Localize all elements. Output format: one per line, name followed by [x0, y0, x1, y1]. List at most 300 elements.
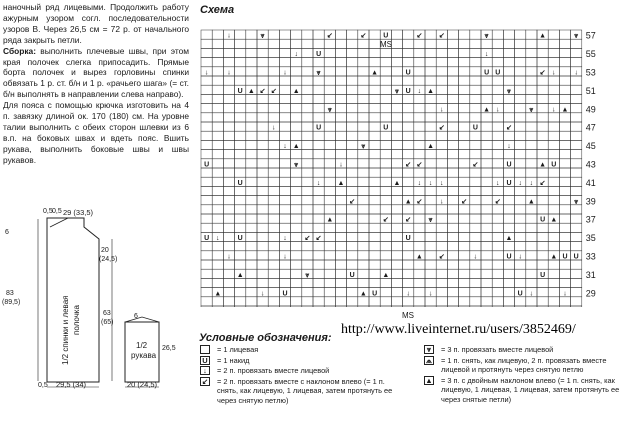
chart-cell: [571, 260, 582, 269]
chart-cell: [257, 76, 268, 85]
chart-cell: [223, 306, 234, 307]
chart-cell: [436, 278, 447, 287]
chart-cell: [559, 30, 570, 39]
chart-cell: [279, 131, 290, 140]
chart-cell: [459, 297, 470, 306]
chart-cell: [201, 104, 212, 113]
chart-cell: [302, 260, 313, 269]
chart-cell: [492, 113, 503, 122]
chart-cell: [235, 251, 246, 260]
chart-cell: [503, 278, 514, 287]
chart-symbol: U: [237, 179, 243, 187]
row-number: 31: [585, 269, 596, 280]
chart-cell: [391, 214, 402, 223]
chart-cell: [369, 223, 380, 232]
chart-cell: [436, 150, 447, 159]
chart-cell: [369, 306, 380, 307]
chart-cell: [358, 214, 369, 223]
chart-cell: [324, 48, 335, 57]
chart-cell: [481, 278, 492, 287]
chart-cell: [470, 214, 481, 223]
chart-cell: [447, 113, 458, 122]
chart-cell: [223, 58, 234, 67]
chart-cell: [246, 269, 257, 278]
chart-cell: [369, 48, 380, 57]
chart-cell: [503, 297, 514, 306]
chart-cell: [347, 140, 358, 149]
chart-symbol: ↓: [484, 51, 489, 59]
chart-cell: [571, 113, 582, 122]
chart-cell: [335, 306, 346, 307]
chart-cell: [279, 297, 290, 306]
chart-cell: [302, 214, 313, 223]
chart-cell: [515, 122, 526, 131]
chart-symbol: ↓: [529, 290, 534, 298]
chart-cell: [414, 76, 425, 85]
chart-cell: [302, 251, 313, 260]
legend-item-double-decrease: ▲ = 3 п. с двойным наклоном влево (= 1 п. снять, как лицевую, 1 лицевая, 1 лицевая, затем протянуть ее через снятые петли): [425, 375, 620, 404]
chart-cell: [347, 113, 358, 122]
chart-cell: [515, 306, 526, 307]
chart-cell: [515, 278, 526, 287]
chart-cell: [481, 94, 492, 103]
chart-cell: [380, 76, 391, 85]
chart-cell: [470, 297, 481, 306]
chart-cell: [481, 186, 492, 195]
chart-cell: [201, 242, 212, 251]
dim-sleeve-length-alt: (65): [101, 319, 114, 326]
chart-cell: [559, 297, 570, 306]
chart-cell: [459, 223, 470, 232]
chart-cell: [347, 48, 358, 57]
chart-cell: [380, 297, 391, 306]
chart-cell: [559, 85, 570, 94]
chart-cell: [559, 122, 570, 131]
chart-cell: [302, 58, 313, 67]
chart-cell: [391, 140, 402, 149]
chart-cell: [436, 39, 447, 48]
chart-cell: [571, 131, 582, 140]
chart-cell: [358, 67, 369, 76]
chart-cell: [223, 168, 234, 177]
chart-cell: [559, 168, 570, 177]
chart-cell: [537, 288, 548, 297]
chart-cell: [548, 113, 559, 122]
chart-cell: [302, 48, 313, 57]
chart-cell: [380, 104, 391, 113]
chart-cell: [369, 150, 380, 159]
chart-cell: [223, 159, 234, 168]
chart-cell: [436, 232, 447, 241]
chart-cell: [503, 30, 514, 39]
chart-cell: [235, 39, 246, 48]
chart-cell: [436, 288, 447, 297]
chart-symbol: ▲: [371, 69, 379, 77]
chart-cell: [268, 260, 279, 269]
chart-cell: [279, 159, 290, 168]
chart-cell: [459, 159, 470, 168]
chart-cell: [503, 58, 514, 67]
chart-cell: [414, 122, 425, 131]
chart-symbol: ↓: [428, 290, 433, 298]
chart-cell: [257, 269, 268, 278]
chart-cell: [571, 269, 582, 278]
chart-cell: [571, 214, 582, 223]
chart-cell: [257, 113, 268, 122]
chart-cell: [212, 39, 223, 48]
chart-cell: [526, 232, 537, 241]
k2tog-icon: ↓: [200, 366, 210, 375]
chart-cell: [223, 223, 234, 232]
assembly-text: выполнить плечевые швы, при этом края полочек слегка припосадить. Прямые борта полочек и вырез горловины спинки обвязать 1 р. ст. б/н и 1 р. «рачьего шага» (= ст. б/н выполнять в направлении слева направо).: [3, 45, 189, 100]
chart-cell: [391, 186, 402, 195]
chart-cell: [481, 140, 492, 149]
chart-cell: [571, 58, 582, 67]
chart-cell: [436, 58, 447, 67]
chart-cell: [313, 306, 324, 307]
chart-cell: [436, 48, 447, 57]
chart-cell: [559, 131, 570, 140]
chart-cell: [459, 67, 470, 76]
chart-cell: [347, 223, 358, 232]
chart-cell: [291, 58, 302, 67]
chart-symbol: ↓: [417, 179, 422, 187]
chart-cell: [212, 186, 223, 195]
chart-symbol: ↙: [382, 216, 389, 224]
chart-cell: [571, 140, 582, 149]
chart-cell: [526, 205, 537, 214]
chart-cell: [391, 269, 402, 278]
chart-cell: [470, 269, 481, 278]
chart-cell: [223, 113, 234, 122]
chart-cell: [246, 104, 257, 113]
chart-cell: [268, 94, 279, 103]
row-number: 33: [585, 251, 596, 262]
dim-armhole: 20: [101, 247, 109, 254]
chart-cell: [470, 306, 481, 307]
chart-cell: [537, 150, 548, 159]
chart-cell: [380, 242, 391, 251]
chart-symbol: ↓: [283, 235, 287, 243]
chart-cell: [358, 58, 369, 67]
chart-symbol: ▲: [550, 216, 558, 224]
chart-cell: [302, 113, 313, 122]
chart-cell: [425, 48, 436, 57]
empty-square-icon: [200, 345, 210, 354]
chart-cell: [291, 251, 302, 260]
chart-cell: [291, 30, 302, 39]
chart-cell: [358, 113, 369, 122]
chart-cell: [503, 48, 514, 57]
chart-cell: [492, 186, 503, 195]
chart-symbol: ▲: [292, 87, 300, 95]
chart-cell: [391, 297, 402, 306]
chart-cell: [414, 278, 425, 287]
chart-cell: [291, 269, 302, 278]
chart-symbol: ↙: [360, 32, 367, 40]
chart-cell: [470, 39, 481, 48]
chart-cell: [324, 67, 335, 76]
chart-cell: [425, 306, 436, 307]
chart-cell: [459, 94, 470, 103]
chart-symbol: ↓: [204, 69, 209, 77]
chart-symbol: U: [204, 235, 210, 243]
chart-cell: [492, 39, 503, 48]
chart-cell: [548, 76, 559, 85]
chart-cell: [257, 94, 268, 103]
chart-cell: [492, 223, 503, 232]
chart-cell: [324, 159, 335, 168]
chart-cell: [268, 297, 279, 306]
chart-cell: [324, 58, 335, 67]
chart-cell: [391, 168, 402, 177]
chart-cell: [447, 177, 458, 186]
chart-cell: [212, 76, 223, 85]
chart-cell: [313, 214, 324, 223]
chart-cell: [436, 214, 447, 223]
chart-cell: [223, 150, 234, 159]
chart-cell: [246, 306, 257, 307]
chart-cell: [559, 113, 570, 122]
chart-cell: [470, 260, 481, 269]
chart-cell: [414, 306, 425, 307]
chart-cell: [347, 251, 358, 260]
chart-cell: [302, 150, 313, 159]
chart-cell: [526, 30, 537, 39]
chart-cell: [492, 48, 503, 57]
chart-symbol: ↓: [227, 253, 231, 261]
chart-cell: [223, 196, 234, 205]
chart-cell: [403, 251, 414, 260]
chart-symbol: ↙: [259, 87, 266, 95]
chart-cell: [548, 48, 559, 57]
chart-cell: [515, 168, 526, 177]
repeat-marker-top: MS: [380, 40, 392, 49]
chart-cell: [414, 39, 425, 48]
chart-symbol: ↙: [416, 198, 423, 206]
chart-cell: [279, 76, 290, 85]
chart-cell: [369, 76, 380, 85]
chart-cell: [302, 205, 313, 214]
chart-cell: [358, 85, 369, 94]
chart-cell: [481, 150, 492, 159]
chart-cell: [369, 251, 380, 260]
chart-cell: [380, 85, 391, 94]
chart-cell: [447, 260, 458, 269]
chart-cell: [548, 85, 559, 94]
chart-cell: [548, 177, 559, 186]
chart-cell: [447, 150, 458, 159]
chart-cell: [201, 251, 212, 260]
chart-cell: [425, 94, 436, 103]
chart-cell: [302, 186, 313, 195]
chart-cell: [257, 122, 268, 131]
chart-cell: [459, 269, 470, 278]
chart-cell: [526, 278, 537, 287]
chart-cell: [369, 205, 380, 214]
chart-symbol: ↙: [270, 87, 277, 95]
chart-cell: [459, 260, 470, 269]
chart-cell: [537, 251, 548, 260]
chart-cell: [369, 168, 380, 177]
chart-symbol: ↓: [574, 69, 578, 77]
chart-symbol: U: [405, 69, 411, 77]
chart-cell: [380, 288, 391, 297]
sk2p-icon: ⩕: [424, 356, 434, 365]
chart-cell: [481, 306, 492, 307]
chart-symbol: ▲: [214, 290, 222, 298]
chart-cell: [246, 205, 257, 214]
chart-cell: [223, 85, 234, 94]
chart-symbol: ↙: [539, 69, 546, 77]
chart-cell: [302, 196, 313, 205]
chart-cell: [470, 223, 481, 232]
chart-cell: [414, 260, 425, 269]
chart-cell: [324, 122, 335, 131]
chart-cell: [347, 260, 358, 269]
chart-cell: [380, 67, 391, 76]
chart-cell: [537, 196, 548, 205]
chart-cell: [481, 242, 492, 251]
chart-cell: [268, 150, 279, 159]
chart-cell: [212, 85, 223, 94]
body-outline: [47, 218, 99, 382]
chart-cell: [324, 288, 335, 297]
chart-cell: [369, 39, 380, 48]
chart-cell: [481, 214, 492, 223]
chart-cell: [571, 288, 582, 297]
chart-cell: [257, 278, 268, 287]
chart-cell: [369, 242, 380, 251]
chart-cell: [257, 159, 268, 168]
chart-cell: [537, 260, 548, 269]
chart-cell: [212, 196, 223, 205]
chart-cell: [414, 214, 425, 223]
chart-cell: [369, 104, 380, 113]
row-number: 35: [585, 233, 596, 244]
chart-cell: [459, 113, 470, 122]
chart-cell: [559, 223, 570, 232]
chart-cell: [391, 251, 402, 260]
chart-cell: [358, 48, 369, 57]
row-number: 37: [585, 214, 596, 225]
chart-cell: [369, 159, 380, 168]
chart-cell: [358, 232, 369, 241]
chart-cell: [559, 48, 570, 57]
chart-cell: [324, 278, 335, 287]
chart-cell: [414, 297, 425, 306]
chart-cell: [358, 104, 369, 113]
chart-cell: [559, 140, 570, 149]
chart-cell: [425, 104, 436, 113]
chart-cell: [324, 242, 335, 251]
chart-symbol: ⩔: [507, 87, 511, 95]
chart-cell: [559, 58, 570, 67]
chart-cell: [246, 251, 257, 260]
chart-cell: [279, 58, 290, 67]
chart-cell: [313, 205, 324, 214]
chart-cell: [347, 186, 358, 195]
chart-symbol: ⩔: [327, 106, 332, 114]
chart-symbol: ↓: [552, 106, 556, 114]
chart-cell: [268, 251, 279, 260]
chart-cell: [537, 94, 548, 103]
chart-cell: [447, 131, 458, 140]
chart-cell: [279, 48, 290, 57]
chart-symbol: U: [562, 253, 568, 261]
chart-cell: [391, 39, 402, 48]
chart-cell: [313, 39, 324, 48]
chart-cell: [559, 232, 570, 241]
chart-cell: [235, 260, 246, 269]
repeat-marker-bottom: MS: [402, 311, 414, 320]
dim-top-small-2: 0,5: [52, 208, 62, 215]
chart-symbol: ⩔: [316, 69, 321, 77]
chart-title: Схема: [200, 4, 235, 16]
chart-cell: [291, 104, 302, 113]
chart-cell: [291, 113, 302, 122]
chart-cell: [503, 67, 514, 76]
chart-symbol: U: [349, 271, 355, 279]
chart-cell: [436, 168, 447, 177]
chart-cell: [246, 214, 257, 223]
chart-cell: [358, 122, 369, 131]
chart-symbol: U: [540, 216, 546, 224]
chart-cell: [212, 205, 223, 214]
chart-cell: [515, 85, 526, 94]
chart-cell: [537, 58, 548, 67]
chart-cell: [436, 85, 447, 94]
chart-cell: [212, 140, 223, 149]
chart-cell: [526, 140, 537, 149]
chart-cell: [548, 269, 559, 278]
chart-cell: [436, 113, 447, 122]
row-number: 39: [585, 196, 596, 207]
chart-cell: [335, 150, 346, 159]
chart-cell: [436, 94, 447, 103]
chart-cell: [268, 131, 279, 140]
chart-cell: [459, 122, 470, 131]
chart-symbol: ↓: [339, 161, 343, 169]
chart-cell: [313, 269, 324, 278]
chart-cell: [425, 260, 436, 269]
chart-cell: [391, 58, 402, 67]
chart-cell: [223, 131, 234, 140]
dim-height-alt: (89,5): [2, 299, 21, 306]
chart-cell: [515, 159, 526, 168]
chart-cell: [358, 260, 369, 269]
chart-cell: [526, 122, 537, 131]
chart-cell: [447, 48, 458, 57]
chart-cell: [571, 278, 582, 287]
chart-cell: [313, 196, 324, 205]
chart-cell: [324, 177, 335, 186]
chart-cell: [559, 260, 570, 269]
chart-cell: [347, 288, 358, 297]
chart-cell: [436, 186, 447, 195]
chart-cell: [335, 30, 346, 39]
chart-cell: [335, 76, 346, 85]
chart-cell: [324, 186, 335, 195]
chart-cell: [201, 288, 212, 297]
chart-cell: [559, 76, 570, 85]
chart-cell: [481, 39, 492, 48]
chart-cell: [403, 186, 414, 195]
chart-cell: [235, 131, 246, 140]
chart-cell: [223, 297, 234, 306]
dim-sleeve-length: 63: [103, 310, 111, 317]
chart-cell: [503, 196, 514, 205]
